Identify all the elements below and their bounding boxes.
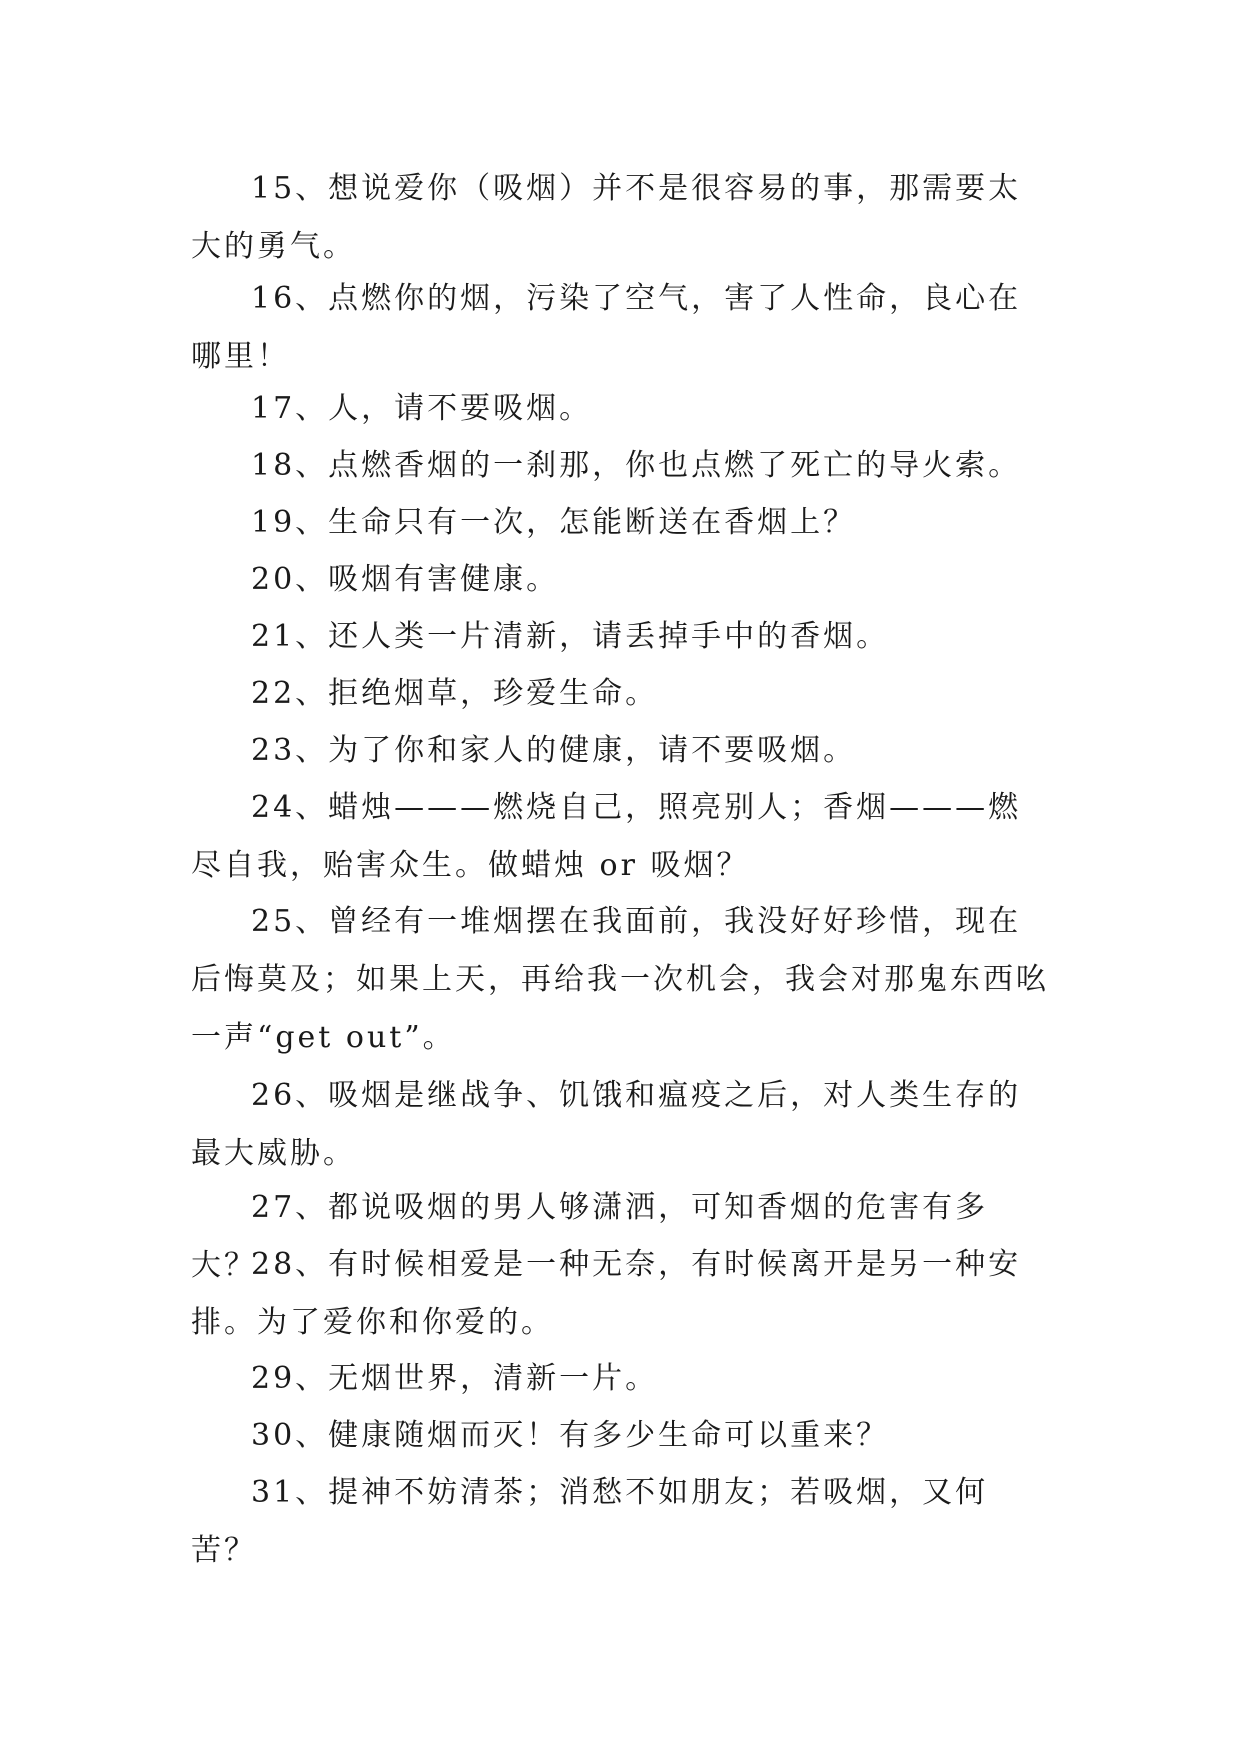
paragraph-26: 26、吸烟是继战争、饥饿和瘟疫之后，对人类生存的最大威胁。 (191, 1078, 1022, 1171)
paragraph-27: 27、都说吸烟的男人够潇洒，可知香烟的危害有多大？ (191, 1190, 989, 1283)
paragraph-20: 20、吸烟有害健康。 (251, 562, 560, 597)
paragraph-25: 25、曾经有一堆烟摆在我面前，我没好好珍惜，现在后悔莫及；如果上天，再给我一次机会，我会对那鬼东西吆一声“get out”。 (191, 904, 1049, 1055)
paragraph-17: 17、人，请不要吸烟。 (251, 391, 593, 426)
paragraph-30: 30、健康随烟而灭！有多少生命可以重来？ (251, 1418, 890, 1453)
paragraph-16: 16、点燃你的烟，污染了空气，害了人性命，良心在哪里！ (191, 281, 1022, 374)
paragraph-15: 15、想说爱你（吸烟）并不是很容易的事，那需要太大的勇气。 (191, 171, 1022, 264)
paragraph-29: 29、无烟世界，清新一片。 (251, 1361, 659, 1396)
paragraph-22: 22、拒绝烟草，珍爱生命。 (251, 676, 659, 711)
paragraph-23: 23、为了你和家人的健康，请不要吸烟。 (251, 733, 857, 768)
paragraph-24: 24、蜡烛———燃烧自己，照亮别人；香烟———燃尽自我，贻害众生。做蜡烛 or 吸烟？ (191, 790, 1022, 883)
paragraph-18: 18、点燃香烟的一刹那，你也点燃了死亡的导火索。 (251, 448, 1022, 483)
paragraph-19: 19、生命只有一次，怎能断送在香烟上？ (251, 505, 857, 540)
paragraph-31: 31、提神不妨清茶；消愁不如朋友；若吸烟，又何苦？ (191, 1475, 989, 1568)
paragraph-21: 21、还人类一片清新，请丢掉手中的香烟。 (251, 619, 890, 654)
paragraph-28: 28、有时候相爱是一种无奈，有时候离开是另一种安排。为了爱你和你爱的。 (191, 1247, 1022, 1340)
